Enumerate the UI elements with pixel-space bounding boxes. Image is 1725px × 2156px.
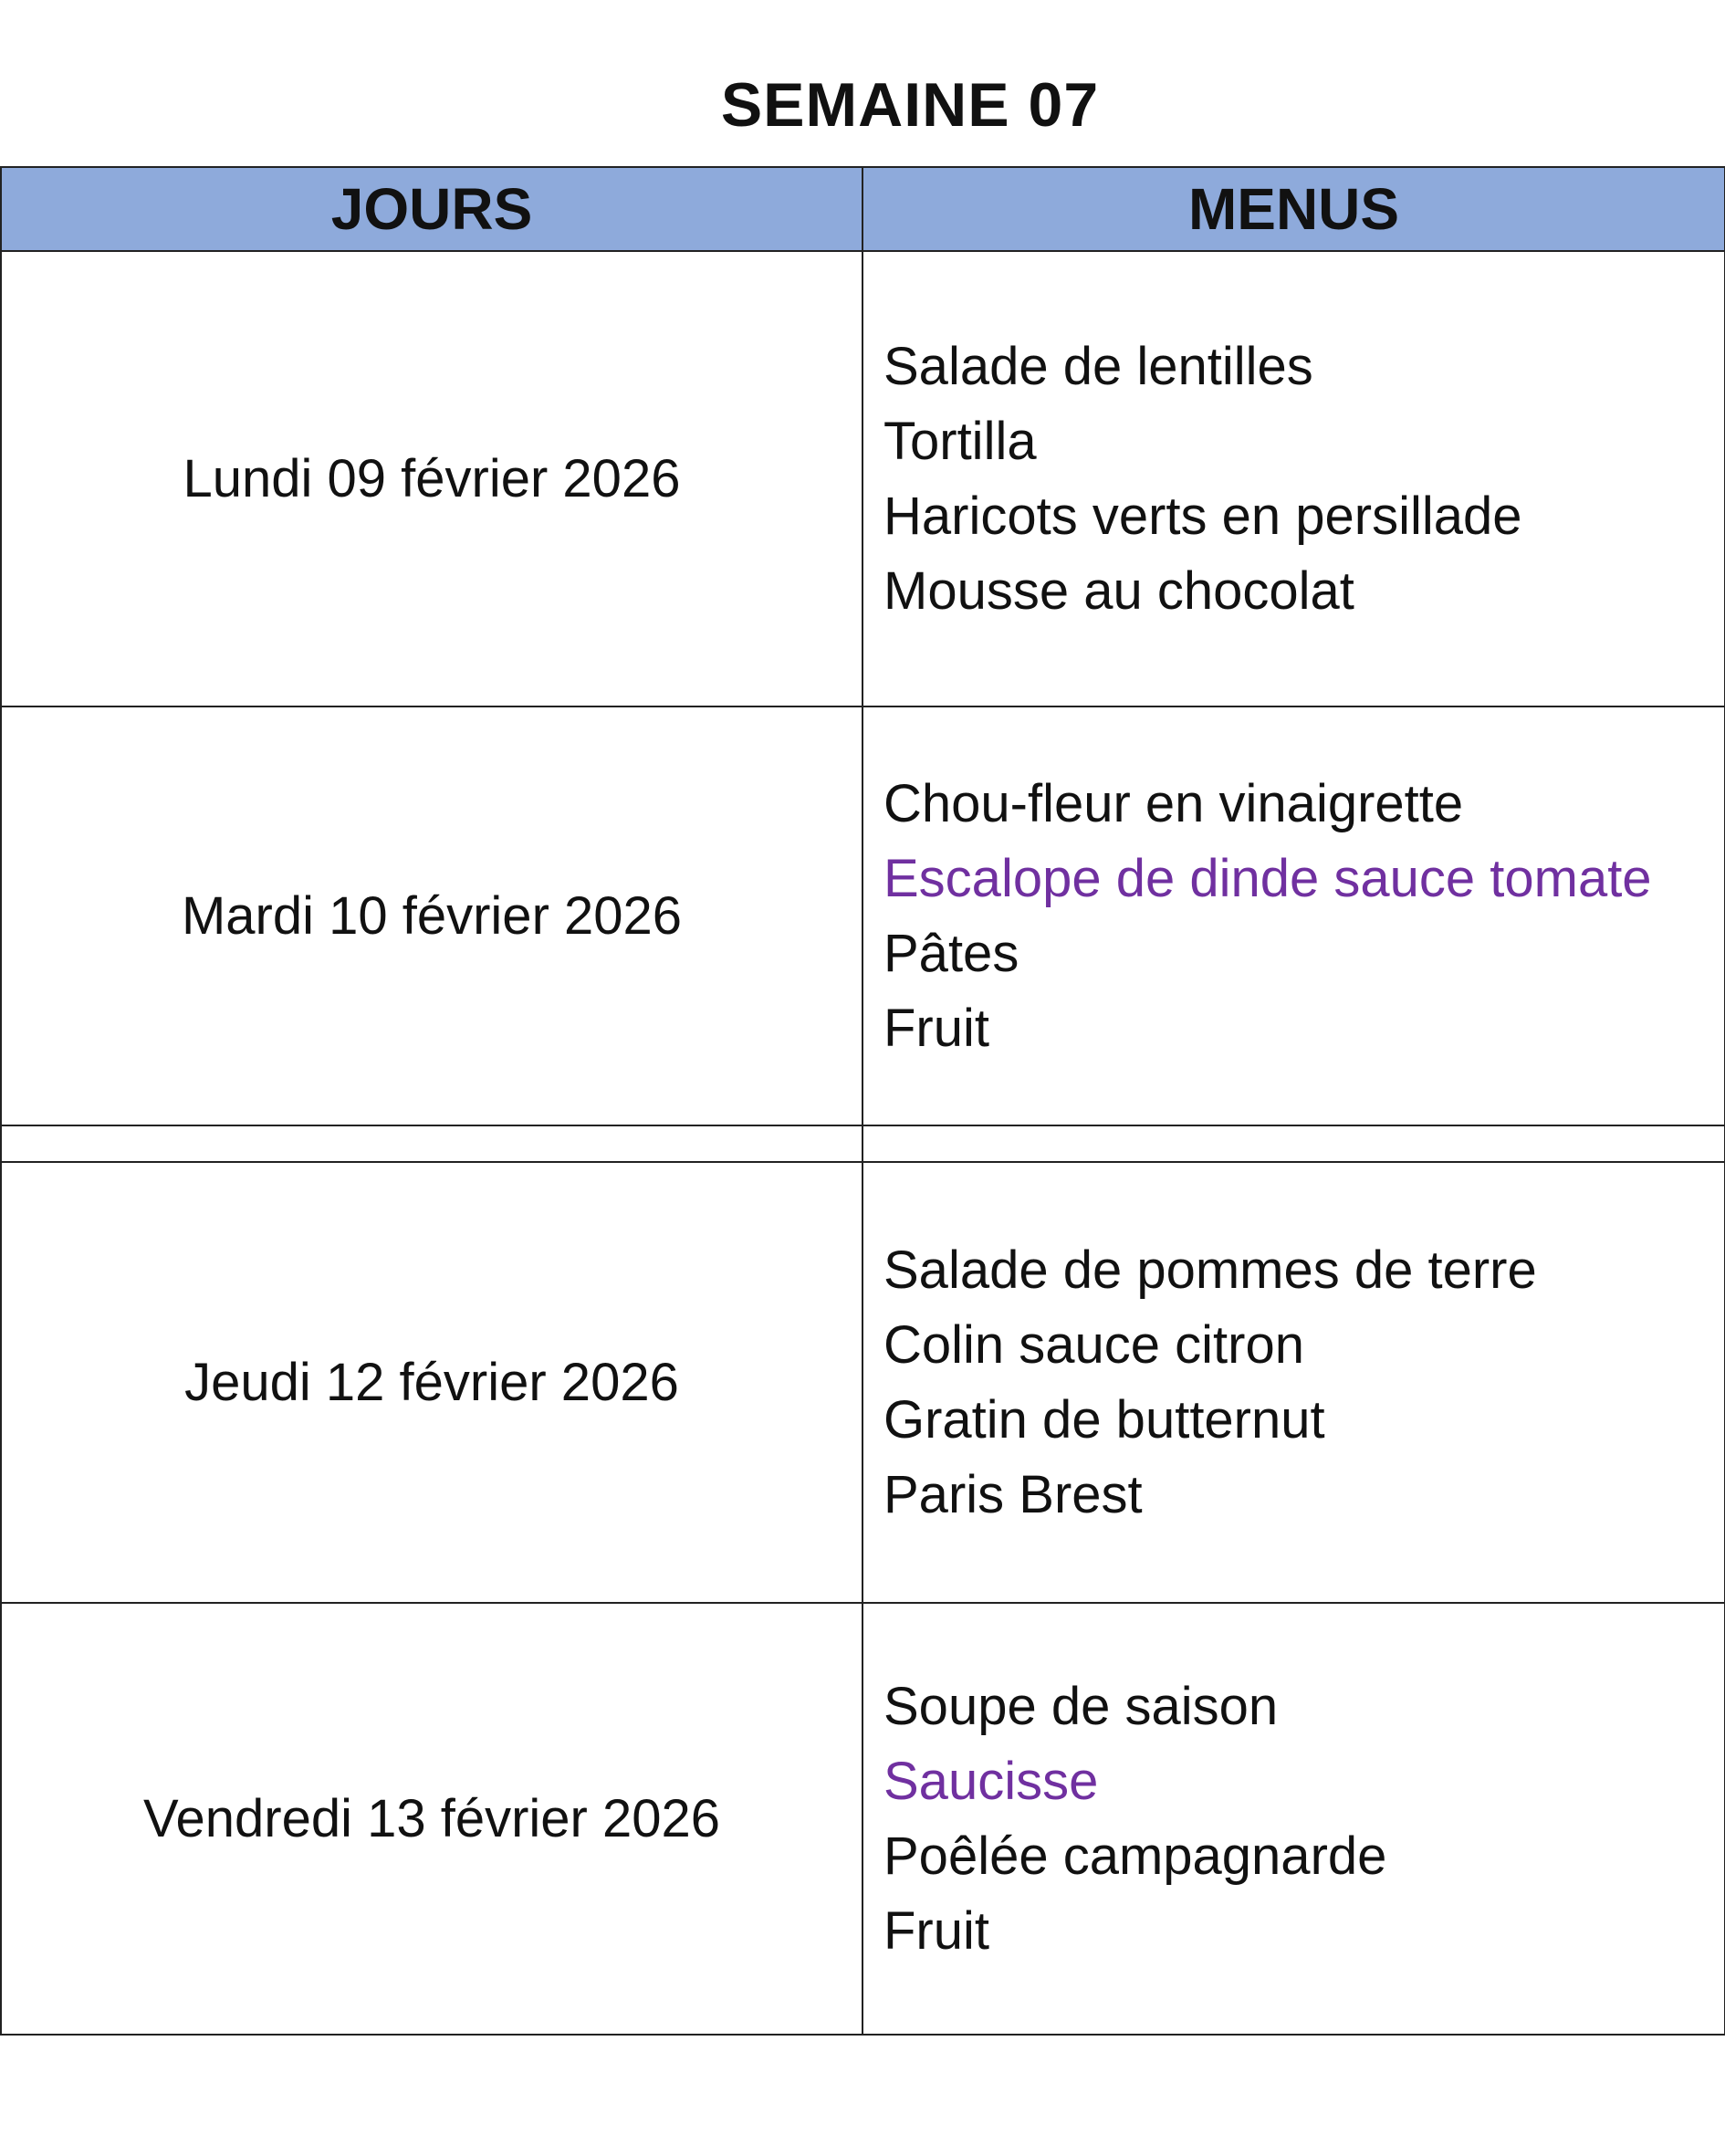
header-menus: MENUS [862, 167, 1725, 251]
header-days: JOURS [1, 167, 862, 251]
spacer-row [1, 1125, 1725, 1162]
day-cell: Mardi 10 février 2026 [1, 706, 862, 1125]
menu-item: Saucisse [883, 1751, 1099, 1811]
menu-item: Chou-fleur en vinaigrette [883, 773, 1464, 833]
menu-item: Gratin de butternut [883, 1389, 1325, 1450]
menu-cell [862, 1603, 1725, 2035]
menu-cell [862, 251, 1725, 706]
table-header-row [1, 167, 1725, 251]
menu-item: Escalope de dinde sauce tomate [883, 848, 1652, 908]
menu-item: Soupe de saison [883, 1676, 1279, 1736]
menu-item: Mousse au chocolat [883, 560, 1354, 621]
spacer-cell [1, 1125, 862, 1162]
day-cell: Vendredi 13 février 2026 [1, 1603, 862, 2035]
day-cell: Jeudi 12 février 2026 [1, 1162, 862, 1603]
menu-item: Pâtes [883, 923, 1019, 983]
menu-cell [862, 706, 1725, 1125]
menu-item: Paris Brest [883, 1464, 1143, 1524]
menu-item: Fruit [883, 998, 989, 1058]
menu-item: Salade de lentilles [883, 336, 1313, 396]
menu-item: Salade de pommes de terre [883, 1240, 1537, 1300]
menu-item: Haricots verts en persillade [883, 486, 1522, 546]
menu-cell [862, 1162, 1725, 1603]
weekly-menu-table [0, 166, 1725, 2036]
day-cell: Lundi 09 février 2026 [1, 251, 862, 706]
menu-item: Poêlée campagnarde [883, 1826, 1387, 1886]
table-row [1, 1162, 1725, 1603]
menu-item: Fruit [883, 1900, 989, 1961]
page-title: SEMAINE 07 [720, 70, 1100, 140]
table-row [1, 706, 1725, 1125]
spacer-cell [862, 1125, 1725, 1162]
menu-item: Tortilla [883, 411, 1037, 471]
table-row [1, 1603, 1725, 2035]
table-row [1, 251, 1725, 706]
menu-item: Colin sauce citron [883, 1314, 1304, 1375]
